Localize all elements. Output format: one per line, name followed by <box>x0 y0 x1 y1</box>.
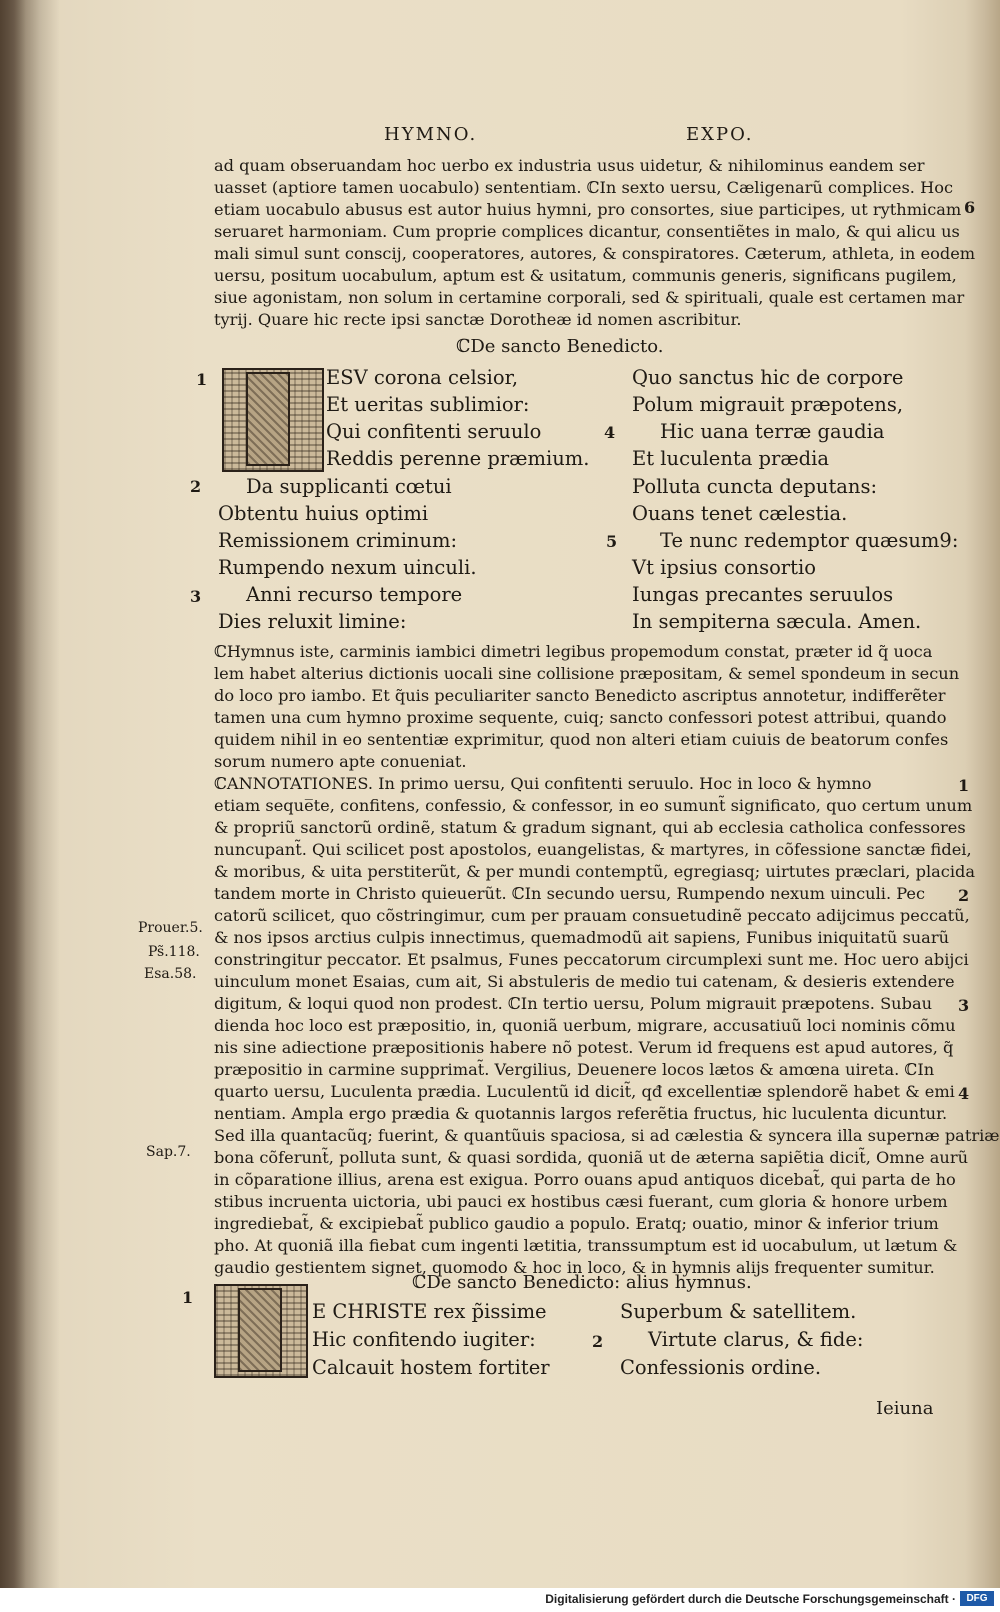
verse-line: Iungas precantes seruulos <box>632 583 894 606</box>
verse-line: Hic uana terræ gaudia <box>660 420 885 443</box>
margin-reference: Sap.7. <box>146 1144 191 1160</box>
footer-bar <box>0 1588 1000 1612</box>
verse-line: Polluta cuncta deputans: <box>632 475 878 498</box>
running-head-left: HYMNO. <box>384 124 478 145</box>
text-line: uinculum monet Esaias, cum ait, Si abstuleris de medio tui catenam, & desieris extendere <box>214 972 955 991</box>
text-line: lem habet alterius dictionis uocali sine collisione præpositam, & semel spondeum in secun <box>214 664 960 683</box>
text-line: nis sine adiectione præpositionis habere nõ potest. Verum id frequens est apud autores, q̃ <box>214 1038 954 1057</box>
margin-reference: Esa.58. <box>144 966 197 982</box>
text-line: bona cõferunt̃, polluta sunt, & quasi sordida, quoniã ut de æterna sapiẽtia dicit̃, Omne aurũ <box>214 1148 968 1167</box>
verse-line: Ouans tenet cælestia. <box>632 502 848 525</box>
running-head-right: EXPO. <box>686 124 754 145</box>
verse-line: Anni recurso tempore <box>246 583 463 606</box>
verse-line: Te nunc redemptor quæsum9: <box>660 529 959 552</box>
verse-line: Quo sanctus hic de corpore <box>632 366 904 389</box>
text-line: stibus incruenta uictoria, ubi pauci ex hostibus cæsi fuerant, cum gloria & honore urbem <box>214 1192 948 1211</box>
text-line: Sed illa quantacũq; fuerint, & quantũuis spaciosa, si ad cælestia & syncera illa supernæ patriæ <box>214 1126 1000 1145</box>
woodcut-initial-t <box>214 1284 308 1378</box>
stanza-number: 2 <box>190 477 202 496</box>
text-line: digitum, & loqui quod non prodest. ℂIn tertio uersu, Polum migrauit præpotens. Subau <box>214 994 933 1013</box>
text-line: ingrediebat̃, & excipiebat̃ publico gaudio a populo. Eratq; ouatio, minor & inferior trium <box>214 1214 939 1233</box>
text-line: quidem nihil in eo sententiæ exprimitur, quod non alteri etiam cuiuis de beatorum confes <box>214 730 949 749</box>
text-line: pho. At quoniã illa fiebat cum ingenti lætitia, transsumptum est id uocabulum, ut lætum & <box>214 1236 958 1255</box>
woodcut-initial-i <box>222 368 324 472</box>
stanza-number: 1 <box>182 1288 194 1307</box>
verse-line: Obtentu huius optimi <box>218 502 429 525</box>
section-heading: ℂDe sancto Benedicto: alius hymnus. <box>412 1272 752 1293</box>
text-line: etiam seque̅te, confitens, confessio, & confessor, in eo sumunt̃ significato, quo certum unum <box>214 796 973 815</box>
verse-line: Calcauit hostem fortiter <box>312 1356 550 1379</box>
margin-number: 2 <box>958 886 970 905</box>
verse-line: ESV corona celsior, <box>326 366 519 389</box>
text-line: mali simul sunt conscij, cooperatores, autores, & conspiratores. Cæterum, athleta, in eodem <box>214 244 976 263</box>
text-line: ℂANNOTATIONES. In primo uersu, Qui confitenti seruulo. Hoc in loco & hymno <box>214 774 872 793</box>
margin-number: 6 <box>964 198 976 217</box>
verse-line: Remissionem criminum: <box>218 529 458 552</box>
text-line: nuncupant̃. Qui scilicet post apostolos, euangelistas, & martyres, in cõfessione sanctæ fidei, <box>214 840 972 859</box>
verse-line: Qui confitenti seruulo <box>326 420 542 443</box>
text-line: ad quam obseruandam hoc uerbo ex industria usus uidetur, & nihilominus eandem ser <box>214 156 925 175</box>
text-line: tyrij. Quare hic recte ipsi sanctæ Dorotheæ id nomen ascribitur. <box>214 310 742 329</box>
text-line: seruaret harmoniam. Cum proprie complices dicantur, consentiẽtes in malo, & qui alicu us <box>214 222 960 241</box>
text-line: do loco pro iambo. Et q̃uis peculiariter sancto Benedicto ascriptus annotetur, indifferẽter <box>214 686 946 705</box>
text-line: tandem morte in Christo quieuerũt. ℂIn secundo uersu, Rumpendo nexum uinculi. Pec <box>214 884 926 903</box>
margin-reference: Ps̃.118. <box>148 944 200 960</box>
margin-number: 3 <box>958 996 970 1015</box>
verse-line: Et luculenta prædia <box>632 447 830 470</box>
text-line: uasset (aptiore tamen uocabulo) sententiam. ℂIn sexto uersu, Cæligenarũ complices. Hoc <box>214 178 954 197</box>
catchword: Ieiuna <box>876 1398 934 1419</box>
verse-line: Virtute clarus, & fide: <box>648 1328 864 1351</box>
funding-notice: Digitalisierung gefördert durch die Deutsche Forschungsgemeinschaft · <box>545 1592 956 1606</box>
dfg-logo: DFG <box>960 1591 994 1606</box>
text-line: nentiam. Ampla ergo prædia & quotannis largos referẽtia fructus, hic luculenta dicuntur. <box>214 1104 948 1123</box>
text-line: & propriũ sanctorũ ordinẽ, statum & gradum signant, qui ab ecclesia catholica confessores <box>214 818 966 837</box>
margin-reference: Prouer.5. <box>138 920 203 936</box>
text-line: uersu, positum uocabulum, aptum est & usitatum, communis generis, significans pugilem, <box>214 266 957 285</box>
text-line: & nos ipsos arctius culpis innectimus, quemadmodũ ait sapiens, Funibus iniquitatũ suarũ <box>214 928 949 947</box>
verse-line: Reddis perenne præmium. <box>326 447 590 470</box>
text-line: sorum numero apte conueniat. <box>214 752 467 771</box>
stanza-number: 3 <box>190 587 202 606</box>
verse-line: Da supplicanti cœtui <box>246 475 452 498</box>
verse-line: Rumpendo nexum uinculi. <box>218 556 477 579</box>
stanza-number: 2 <box>592 1332 604 1351</box>
text-line: catorũ scilicet, quo cõstringimur, cum per prauam consuetudinẽ peccato adijcimus peccatũ, <box>214 906 970 925</box>
stanza-number: 4 <box>604 423 616 442</box>
verse-line: Polum migrauit præpotens, <box>632 393 904 416</box>
verse-line: Hic confitendo iugiter: <box>312 1328 536 1351</box>
spine-shadow <box>0 0 60 1588</box>
text-line: in cõparatione illius, arena est exigua. Porro ouans apud antiquos dicebat̃, qui parta de ho <box>214 1170 956 1189</box>
text-line: dienda hoc loco est præpositio, in, quoniã uerbum, migrare, accusatiuũ loci nominis cõmu <box>214 1016 956 1035</box>
text-line: præpositio in carmine supprimat̃. Vergilius, Deuenere locos lætos & amœna uireta. ℂIn <box>214 1060 935 1079</box>
text-line: constringitur peccator. Et psalmus, Funes peccatorum circumplexi sunt me. Hoc uero abijci <box>214 950 969 969</box>
text-line: ℂHymnus iste, carminis iambici dimetri legibus propemodum constat, præter id q̃ uoca <box>214 642 933 661</box>
verse-line: Confessionis ordine. <box>620 1356 822 1379</box>
stanza-number: 1 <box>196 370 208 389</box>
text-line: quarto uersu, Luculenta prædia. Luculentũ id dicit̃, qđ excellentiæ splendorẽ habet & emi <box>214 1082 955 1101</box>
stanza-number: 5 <box>606 532 618 551</box>
margin-number: 4 <box>958 1084 970 1103</box>
section-heading: ℂDe sancto Benedicto. <box>456 336 664 357</box>
text-line: etiam uocabulo abusus est autor huius hymni, pro consortes, siue participes, ut rythmicam <box>214 200 962 219</box>
margin-number: 1 <box>958 776 970 795</box>
text-line: & moribus, & uita perstiterũt, & per mundi contemptũ, egregiasq; uirtutes præclari, placida <box>214 862 976 881</box>
verse-line: E CHRISTE rex p̃issime <box>312 1300 547 1323</box>
verse-line: Et ueritas sublimior: <box>326 393 530 416</box>
verse-line: Dies reluxit limine: <box>218 610 407 633</box>
verse-line: Vt ipsius consortio <box>632 556 816 579</box>
text-line: tamen una cum hymno proxime sequente, cuiq; sancto confessori potest attribui, quando <box>214 708 947 727</box>
text-line: gaudio gestientem signet, quomodo & hoc in loco, & in hymnis alijs frequenter sumitur. <box>214 1258 935 1277</box>
verse-line: Superbum & satellitem. <box>620 1300 857 1323</box>
verse-line: In sempiterna sæcula. Amen. <box>632 610 922 633</box>
text-line: siue agonistam, non solum in certamine corporali, sed & spirituali, quale est certamen mar <box>214 288 965 307</box>
